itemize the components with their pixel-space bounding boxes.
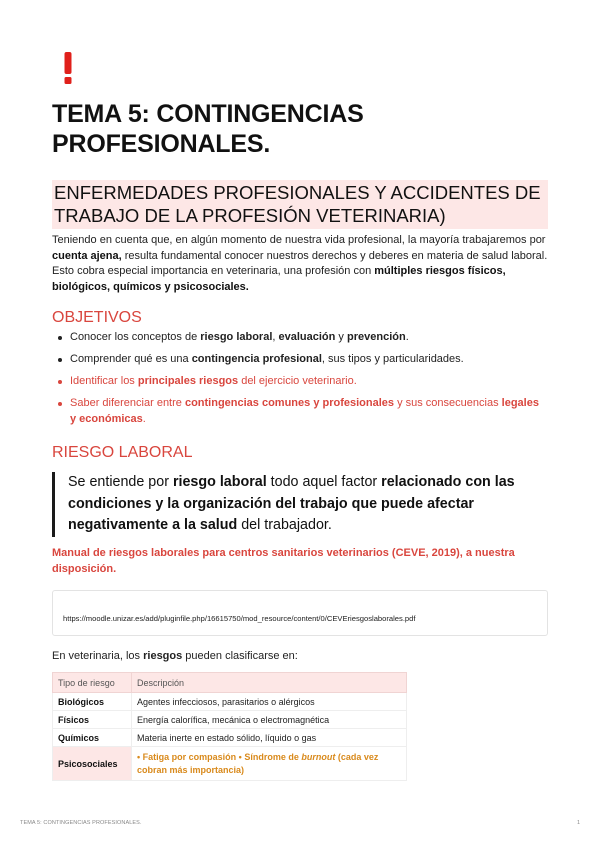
intro-paragraph: Teniendo en cuenta que, en algún momento de nuestra vida profesional, la mayoría trabajaremos por cuenta ajena, resulta fundamental conocer nuestros derechos y deberes en materia de salud laboral. Esto cobra especial importancia en veterinaria, una profesión con múltiples riesgos físicos, biológicos, químicos y psicosociales. [52,234,548,293]
table-row [53,729,407,747]
table-row [53,693,407,711]
classification-intro: En veterinaria, los riesgos pueden clasificarse en: [52,650,298,662]
exclamation-icon [62,52,74,86]
list-item: Saber diferenciar entre contingencias comunes y profesionales y sus consecuencias legales y económicas. [52,396,548,427]
risk-description-cell: Materia inerte en estado sólido, líquido o gas [132,729,407,747]
bookmark-url: https://moodle.unizar.es/add/pluginfile.php/16615750/mod_resource/content/0/CEVEriesgoslaborales.pdf [63,614,416,623]
table-row [53,711,407,729]
column-header-type: Tipo de riesgo [53,673,132,693]
objectives-heading: OBJETIVOS [52,309,142,326]
page-number: 1 [576,820,580,826]
risk-definition-quote: Se entiende por riesgo laboral todo aquel factor relacionado con las condiciones y la organización del trabajo que puede afectar negativamente a la salud del trabajador. [52,472,548,537]
risk-description-cell: • Fatiga por compasión • Síndrome de burnout (cada vez cobran más importancia) [132,747,407,781]
risk-description-cell: Energía calorífica, mecánica o electromagnética [132,711,407,729]
url-bookmark[interactable] [52,590,548,636]
risk-type-cell: Químicos [53,729,132,747]
table-row [53,747,407,781]
section-subtitle: ENFERMEDADES PROFESIONALES Y ACCIDENTES DE TRABAJO DE LA PROFESIÓN VETERINARIA) [52,180,548,229]
risk-table [52,672,407,781]
risk-type-cell: Psicosociales [53,747,132,781]
page-title: TEMA 5: CONTINGENCIAS PROFESIONALES. [52,100,364,158]
risk-description-cell: Agentes infecciosos, parasitarios o alérgicos [132,693,407,711]
risk-type-cell: Biológicos [53,693,132,711]
objectives-list [52,330,548,434]
list-item: Comprender qué es una contingencia profesional, sus tipos y particularidades. [52,352,548,368]
risk-heading: RIESGO LABORAL [52,444,193,461]
manual-link[interactable]: Manual de riesgos laborales para centros sanitarios veterinarios (CEVE, 2019), a nuestra disposición. [52,547,515,575]
column-header-description: Descripción [132,673,407,693]
table-header-row [53,673,407,693]
footer-title: TEMA 5: CONTINGENCIAS PROFESIONALES. [20,820,142,826]
list-item: Identificar los principales riesgos del ejercicio veterinario. [52,374,548,390]
list-item: Conocer los conceptos de riesgo laboral, evaluación y prevención. [52,330,548,346]
risk-type-cell: Físicos [53,711,132,729]
